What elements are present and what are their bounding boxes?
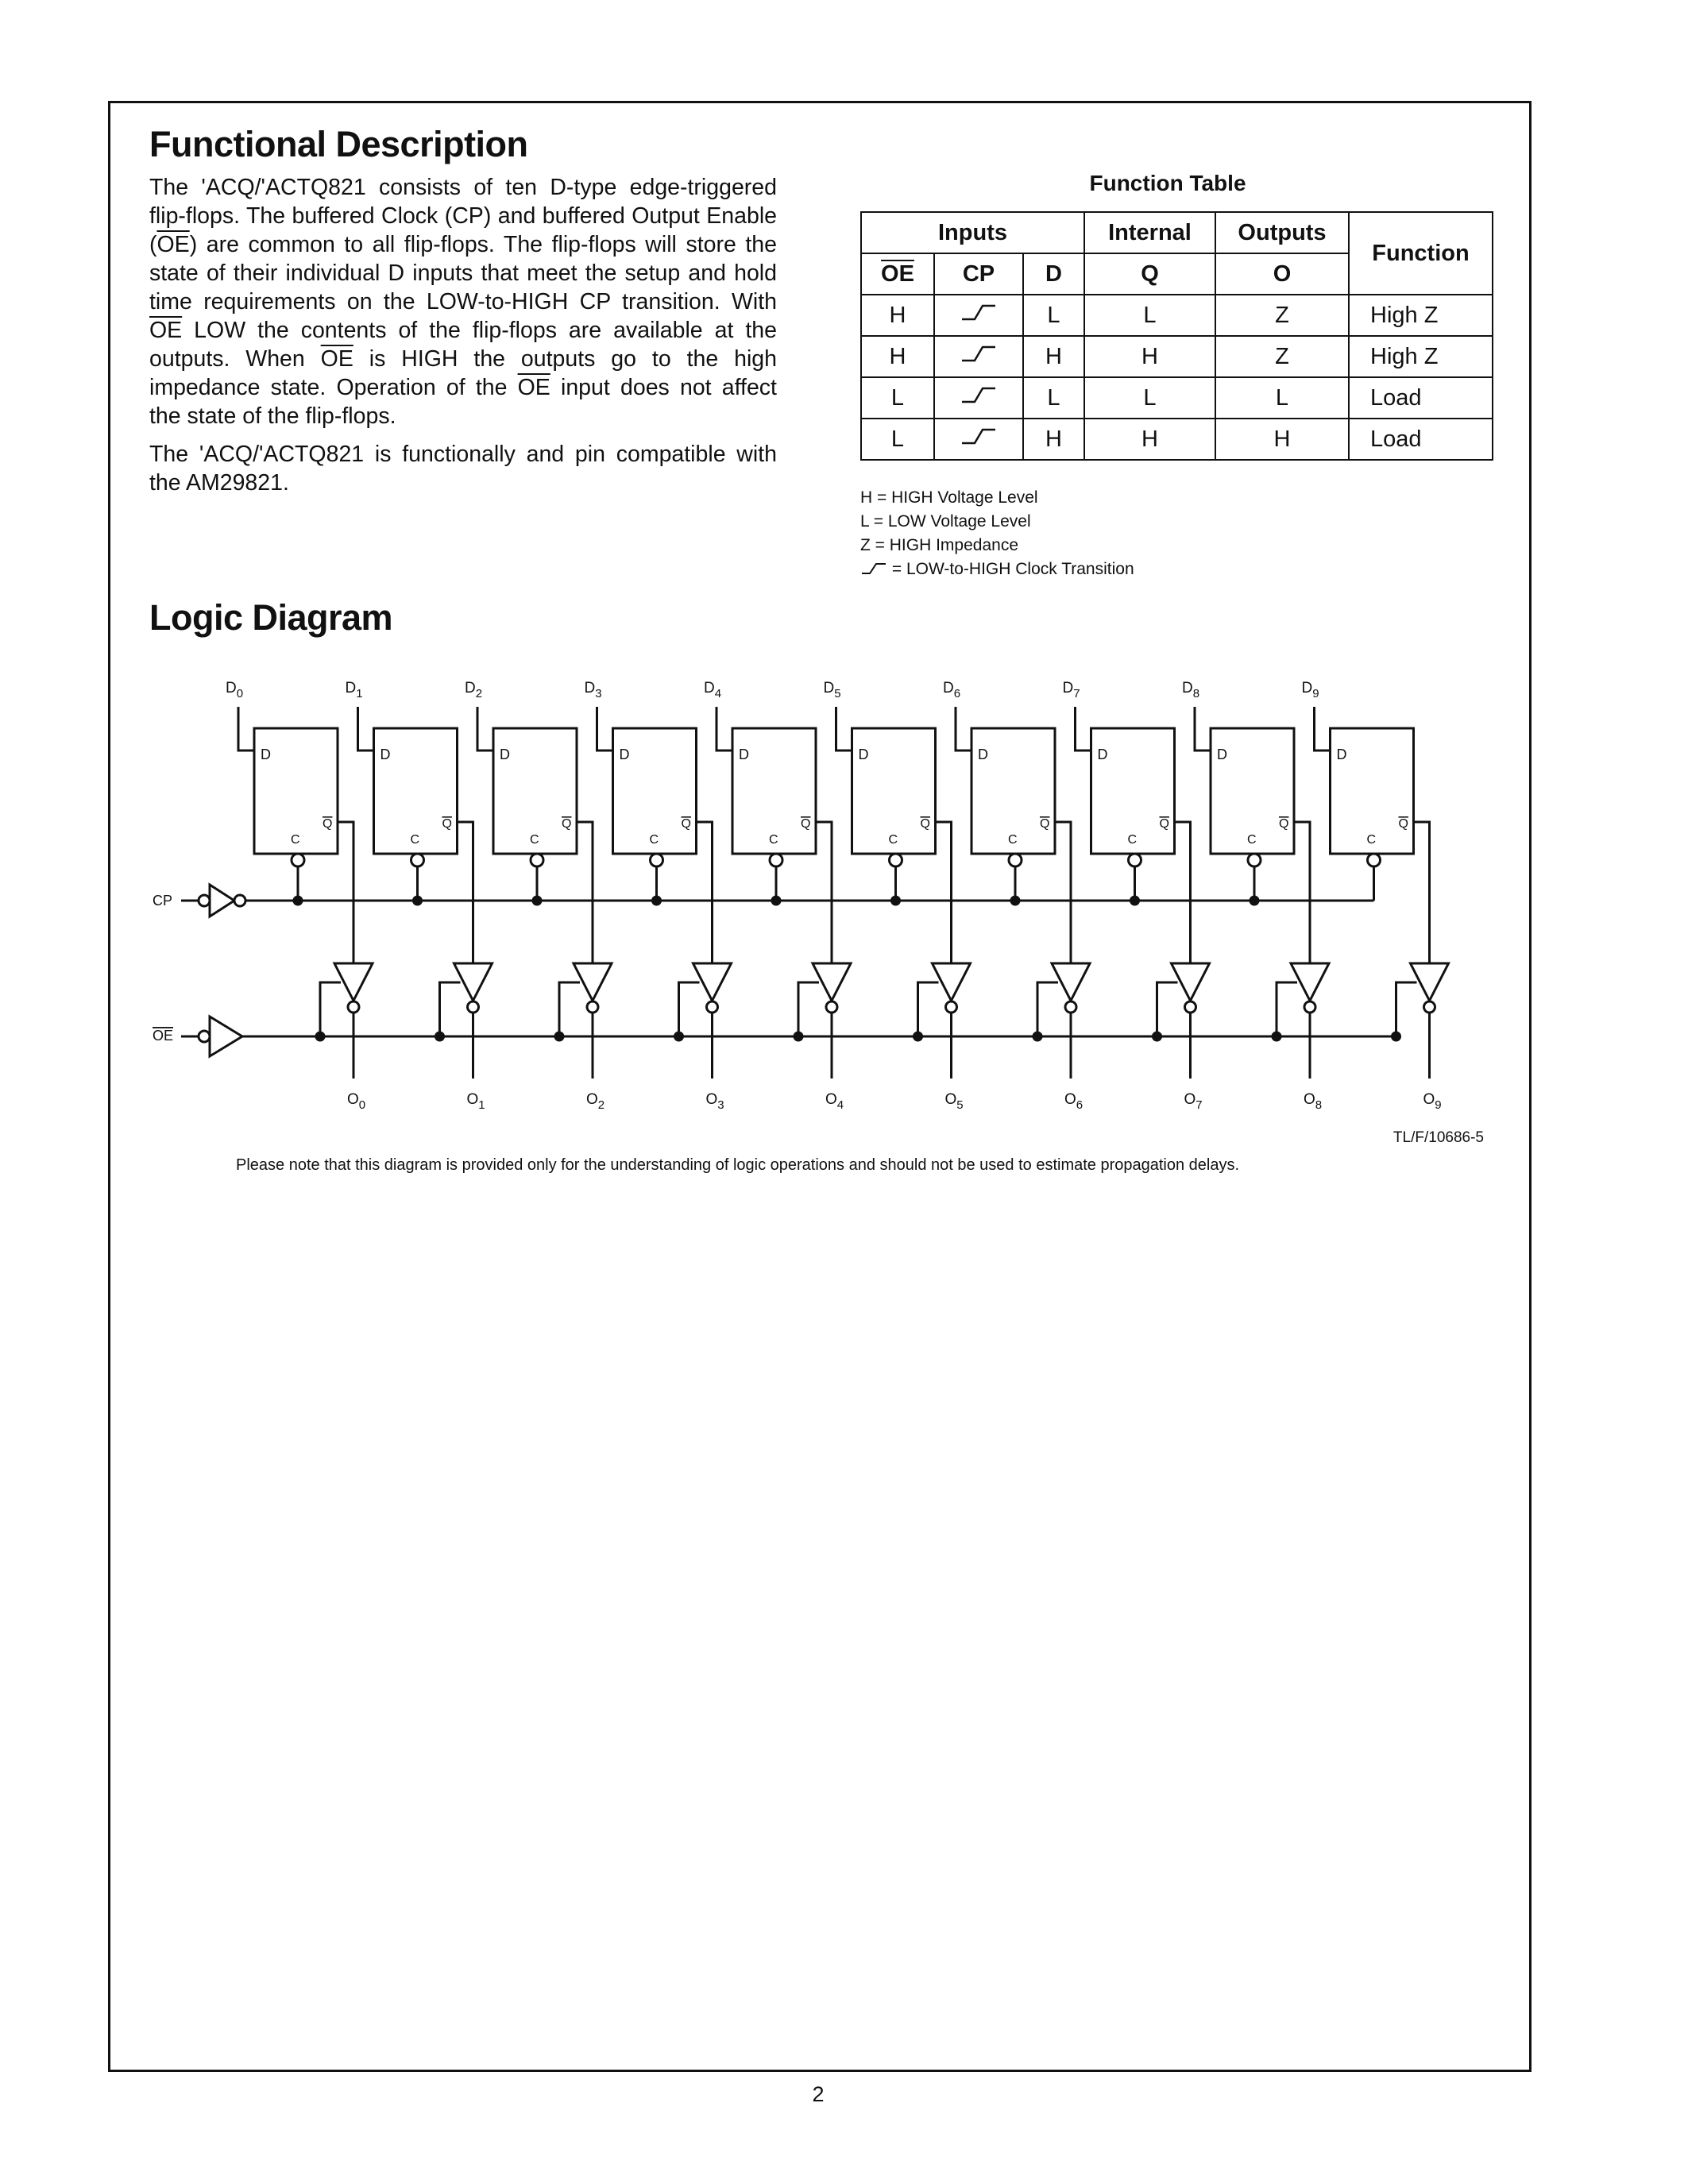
d-input-wire	[358, 707, 374, 751]
ff-qbar-pin: Q	[562, 817, 572, 831]
rising-edge-icon	[860, 561, 887, 576]
table-row: H H H Z High Z	[861, 336, 1493, 377]
q-output-wire	[577, 822, 593, 963]
junction-dot	[914, 1032, 922, 1040]
output-label-o9: $O_9$	[1423, 1091, 1442, 1112]
output-label-o2: $O_2$	[586, 1091, 605, 1112]
enable-wire	[679, 982, 700, 1036]
input-label-d8: $D_8$	[1182, 680, 1200, 700]
inversion-bubble	[651, 854, 663, 866]
page-number: 2	[812, 2082, 825, 2106]
junction-dot	[414, 897, 422, 905]
q-output-wire	[1175, 822, 1191, 963]
d-input-wire	[836, 707, 852, 751]
input-label-d1: $D_1$	[345, 680, 363, 700]
q-output-wire	[1055, 822, 1071, 963]
function-table-legend	[860, 486, 1134, 581]
inversion-bubble	[1368, 854, 1381, 866]
ff-d-pin: D	[1336, 747, 1347, 762]
inversion-bubble	[292, 854, 304, 866]
d-input-wire	[597, 707, 613, 751]
inversion-bubble	[826, 1001, 837, 1013]
ff-qbar-pin: Q	[442, 817, 452, 831]
table-row: L H H H Load	[861, 419, 1493, 460]
enable-wire	[440, 982, 461, 1036]
q-column-header: Q	[1084, 253, 1215, 295]
enable-wire	[1037, 982, 1058, 1036]
output-label-o5: $O_5$	[944, 1091, 964, 1112]
table-row: H L L Z High Z	[861, 295, 1493, 336]
legend-low: L = LOW Voltage Level	[860, 512, 1031, 531]
ff-c-pin: C	[1366, 833, 1377, 847]
enable-wire	[918, 982, 939, 1036]
o-column-header: O	[1215, 253, 1349, 295]
junction-dot	[1033, 1032, 1041, 1040]
inversion-bubble	[1304, 1001, 1315, 1013]
output-label-o8: $O_8$	[1304, 1091, 1323, 1112]
ff-qbar-pin: Q	[801, 817, 811, 831]
junction-dot	[794, 1032, 802, 1040]
d-input-wire	[238, 707, 254, 751]
ff-c-pin: C	[1247, 833, 1257, 847]
q-output-wire	[936, 822, 952, 963]
input-label-d9: $D_9$	[1301, 680, 1319, 700]
inversion-bubble	[1185, 1001, 1196, 1013]
enable-wire	[1157, 982, 1178, 1036]
inversion-bubble	[587, 1001, 598, 1013]
inversion-bubble	[468, 1001, 479, 1013]
junction-dot	[294, 897, 302, 905]
q-output-wire	[1414, 822, 1430, 963]
inversion-bubble	[890, 854, 902, 866]
output-label-o6: $O_6$	[1064, 1091, 1083, 1112]
junction-dot	[772, 897, 780, 905]
oe-column-header: $\overline{OE}$	[861, 253, 934, 295]
d-input-wire	[1076, 707, 1091, 751]
ff-d-pin: D	[380, 747, 391, 762]
ff-qbar-pin: Q	[323, 817, 333, 831]
junction-dot	[1393, 1032, 1400, 1040]
output-label-o7: $O_7$	[1184, 1091, 1203, 1112]
internal-header: Internal	[1084, 212, 1215, 253]
function-table	[860, 211, 1493, 461]
ff-d-pin: D	[978, 747, 988, 762]
enable-wire	[559, 982, 580, 1036]
junction-dot	[675, 1032, 683, 1040]
enable-wire	[798, 982, 819, 1036]
input-label-d7: $D_7$	[1062, 680, 1080, 700]
ff-qbar-pin: Q	[920, 817, 930, 831]
ff-d-pin: D	[1097, 747, 1108, 762]
inversion-bubble	[1248, 854, 1261, 866]
ff-c-pin: C	[410, 833, 420, 847]
d-input-wire	[1195, 707, 1211, 751]
enable-wire	[320, 982, 341, 1036]
outputs-header: Outputs	[1215, 212, 1349, 253]
q-output-wire	[1294, 822, 1310, 963]
junction-dot	[533, 897, 541, 905]
junction-dot	[1153, 1032, 1161, 1040]
inversion-bubble	[946, 1001, 957, 1013]
inversion-bubble	[770, 854, 782, 866]
ff-qbar-pin: Q	[1040, 817, 1050, 831]
ff-c-pin: C	[530, 833, 539, 847]
ff-d-pin: D	[1217, 747, 1227, 762]
description-paragraph-1: The 'ACQ/'ACTQ821 consists of ten D-type edge-triggered flip-flops. The buffered Clock (CP) and buffered Output Enable $(\overline{OE})$ are common to all flip-flops. The flip-flops will store the state of their individual D inputs that meet the setup and hold time requirements on the LOW-to-HIGH CP transition. With $\overline{OE}$ LOW the contents of the flip-flops are available at the outputs. When $\overline{OE}$ is HIGH the outputs go to the high impedance state. Operation of the $\overline{OE}$ input does not affect the state of the flip-flops.	[149, 175, 777, 429]
junction-dot	[1273, 1032, 1280, 1040]
junction-dot	[316, 1032, 324, 1040]
ff-c-pin: C	[1127, 833, 1138, 847]
q-output-wire	[338, 822, 353, 963]
ff-d-pin: D	[261, 747, 271, 762]
ff-qbar-pin: Q	[1159, 817, 1169, 831]
table-row: L L L L Load	[861, 377, 1493, 419]
junction-dot	[1131, 897, 1139, 905]
description-paragraph-2: The 'ACQ/'ACTQ821 is functionally and pin compatible with the AM29821.	[149, 442, 777, 496]
cp-label: CP	[153, 893, 173, 909]
ff-d-pin: D	[619, 747, 630, 762]
d-input-wire	[956, 707, 971, 751]
ff-d-pin: D	[739, 747, 749, 762]
inversion-bubble	[1129, 854, 1141, 866]
output-label-o1: $O_1$	[466, 1091, 485, 1112]
rising-edge-icon	[959, 426, 999, 446]
inversion-bubble	[199, 1031, 210, 1042]
q-output-wire	[816, 822, 832, 963]
logic-diagram	[143, 675, 1493, 1120]
input-label-d3: $D_3$	[584, 680, 602, 700]
junction-dot	[653, 897, 661, 905]
q-output-wire	[697, 822, 713, 963]
ff-qbar-pin: Q	[1279, 817, 1289, 831]
ff-c-pin: C	[769, 833, 778, 847]
inversion-bubble	[411, 854, 424, 866]
d-column-header: D	[1023, 253, 1084, 295]
junction-dot	[892, 897, 900, 905]
q-output-wire	[458, 822, 473, 963]
function-table-title: Function Table	[1089, 171, 1246, 195]
rising-edge-icon	[959, 384, 999, 405]
input-label-d5: $D_5$	[823, 680, 841, 700]
rising-edge-icon	[959, 302, 999, 322]
inversion-bubble	[234, 895, 245, 906]
junction-dot	[436, 1032, 444, 1040]
ff-qbar-pin: Q	[681, 817, 691, 831]
legend-clock: = LOW-to-HIGH Clock Transition	[860, 558, 1134, 581]
input-label-d2: $D_2$	[465, 680, 483, 700]
junction-dot	[1250, 897, 1258, 905]
functional-description-heading: Functional Description	[149, 124, 528, 164]
enable-wire	[1277, 982, 1297, 1036]
oe-buffer	[210, 1017, 242, 1056]
input-label-d4: $D_4$	[704, 680, 722, 700]
inversion-bubble	[348, 1001, 359, 1013]
d-input-wire	[1315, 707, 1331, 751]
functional-description-text	[149, 173, 777, 507]
inversion-bubble	[1065, 1001, 1076, 1013]
ff-d-pin: D	[500, 747, 510, 762]
ff-c-pin: C	[888, 833, 898, 847]
clock-buffer	[210, 885, 234, 916]
enable-wire	[1396, 982, 1417, 1036]
junction-dot	[1011, 897, 1019, 905]
ff-c-pin: C	[291, 833, 300, 847]
d-input-wire	[477, 707, 493, 751]
inputs-header: Inputs	[861, 212, 1084, 253]
ff-qbar-pin: Q	[1398, 817, 1408, 831]
ff-c-pin: C	[1008, 833, 1018, 847]
inversion-bubble	[531, 854, 543, 866]
function-header: Function	[1349, 212, 1493, 295]
inversion-bubble	[1424, 1001, 1435, 1013]
diagram-note: Please note that this diagram is provided only for the understanding of logic operations and should not be used to estimate propagation delays.	[236, 1156, 1240, 1174]
input-label-d6: $D_6$	[943, 680, 961, 700]
legend-high-z: Z = HIGH Impedance	[860, 536, 1018, 554]
output-label-o3: $O_3$	[705, 1091, 724, 1112]
output-label-o4: $O_4$	[825, 1091, 844, 1112]
legend-high: H = HIGH Voltage Level	[860, 488, 1038, 507]
cp-column-header: CP	[934, 253, 1023, 295]
inversion-bubble	[707, 1001, 718, 1013]
output-label-o0: $O_0$	[347, 1091, 366, 1112]
inversion-bubble	[199, 895, 210, 906]
figure-id: TL/F/10686-5	[1393, 1129, 1484, 1146]
junction-dot	[555, 1032, 563, 1040]
input-label-d0: $D_0$	[226, 680, 244, 700]
ff-c-pin: C	[649, 833, 659, 847]
oe-label: OE	[153, 1028, 174, 1044]
rising-edge-icon	[959, 343, 999, 364]
ff-d-pin: D	[858, 747, 869, 762]
d-input-wire	[717, 707, 732, 751]
inversion-bubble	[1009, 854, 1022, 866]
logic-diagram-heading: Logic Diagram	[149, 597, 393, 638]
